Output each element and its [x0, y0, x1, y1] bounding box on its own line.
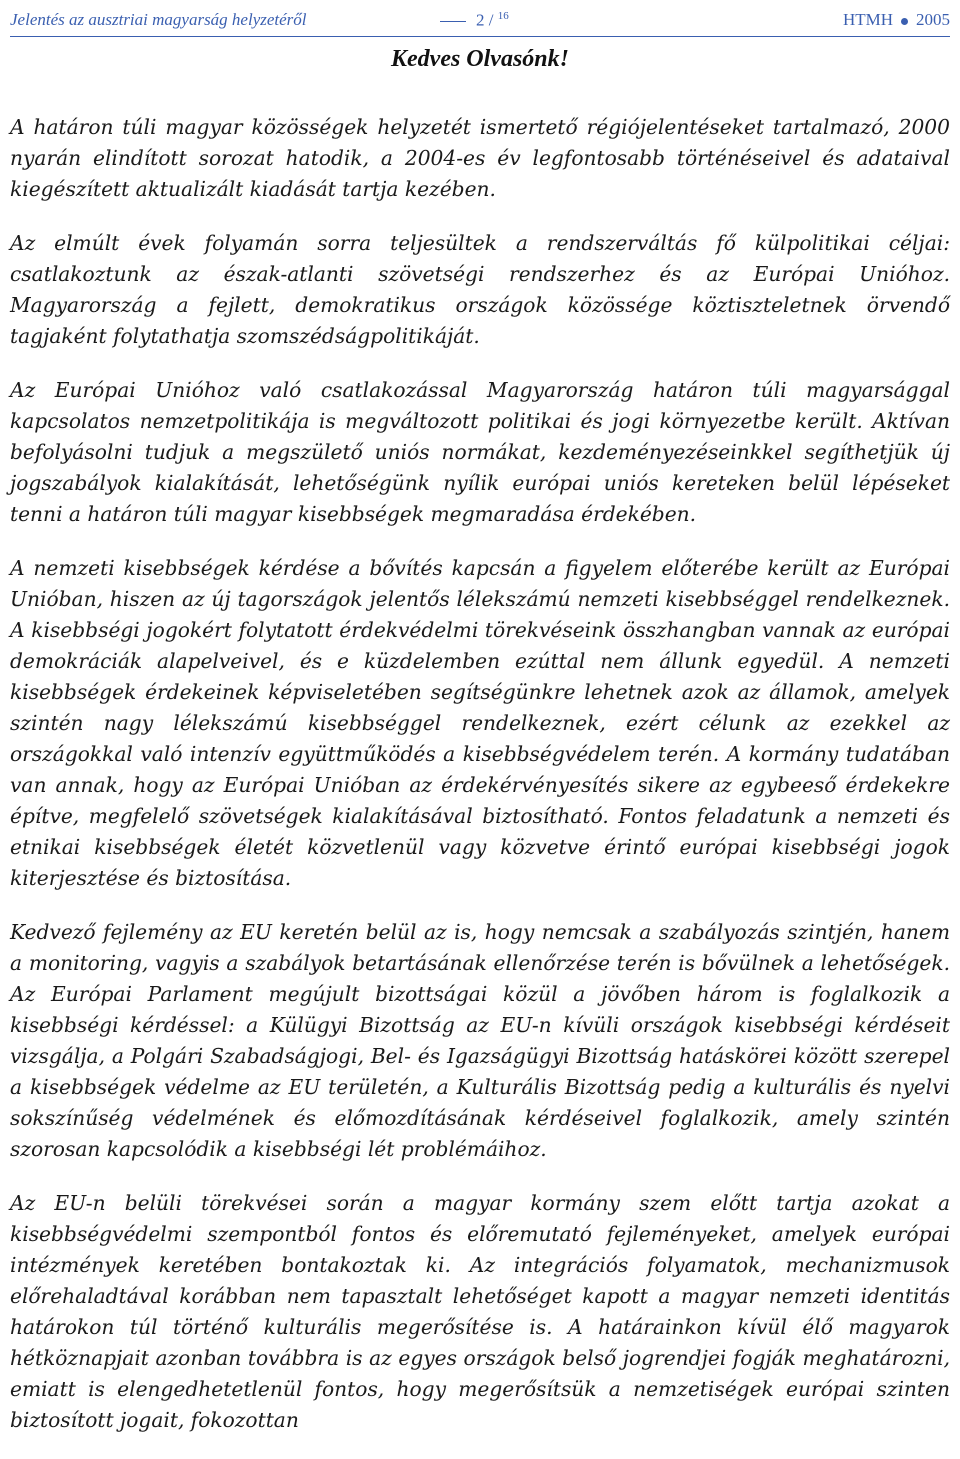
page-total: 16 — [497, 10, 509, 22]
page-title: Kedves Olvasónk! — [391, 46, 569, 72]
header-year: 2005 — [916, 10, 950, 29]
page-number — [440, 10, 509, 31]
org-name: HTMH — [842, 10, 893, 29]
header-org — [843, 10, 950, 30]
page-separator: / — [488, 10, 494, 30]
paragraph: Az EU-n belüli törekvései során a magyar kormány szem előtt tartja azokat a kisebbségvédelmi szempontból fontos és előremutató fejleményeket, amelyek európai intézmények keretében bontakoztak ki. Az integrációs folyamatok, mechanizmusok előrehaladtával korábban nem tapasztalt lehetőséget kapott a magyar nemzeti identitás határokon túl történő kulturális megerősítése is. A határainkon kívül élő magyarok hétköznapjait azonban továbbra is az egyes országok belső jogrendjei fogják meghatározni, emiatt is elengedhetetlenül fontos, hogy megerősítsük a nemzetiségek európai szinten biztosított jogait, fokozottan — [10, 1191, 950, 1432]
page-current: 2 — [476, 10, 485, 30]
paragraph: Az elmúlt évek folyamán sorra teljesültek a rendszerváltás fő külpolitikai céljai: csatlakoztunk az észak-atlanti szövetségi rendszerhez és az Európai Unióhoz. Magyarország a fejlett, demokratikus országok közössége köztiszteletnek örvendő tagjaként folytathatja szomszédságpolitikáját. — [10, 231, 950, 348]
page-number-dash — [440, 21, 466, 22]
document-body — [10, 112, 950, 1459]
paragraph: Kedvező fejlemény az EU keretén belül az is, hogy nemcsak a szabályozás szintjén, hanem a monitoring, vagyis a szabályok betartásának ellenőrzése terén is bővülnek a lehetőségek. Az Európai Parlament megújult bizottságai közül a jövőben három is foglalkozik a kisebbségi kérdéssel: a Külügyi Bizottság az EU-n kívüli országok kisebbségi kérdéseit vizsgálja, a Polgári Szabadságjogi, Bel- és Igazságügyi Bizottság hatáskörei között szerepel a kisebbségek védelme az EU területén, a Kulturális Bizottság pedig a kulturális és nyelvi sokszínűség védelmének és előmozdításának kérdéseivel foglalkozik, amely szintén szorosan kapcsolódik a kisebbségi lét problémáihoz. — [10, 920, 950, 1161]
paragraph: A nemzeti kisebbségek kérdése a bővítés kapcsán a figyelem előterébe került az Európai Unióban, hiszen az új tagországok jelentős lélekszámú nemzeti kisebbséggel rendelkeznek. A kisebbségi jogokért folytatott érdekvédelmi törekvéseink összhangban vannak az európai demokráciák alapelveivel, és e küzdelemben ezúttal nem állunk egyedül. A nemzeti kisebbségek érdekeinek képviseletében segítségünkre lehetnek azok az államok, amelyek szintén nagy lélekszámú kisebbséggel rendelkeznek, ezért célunk az ezekkel az országokkal való intenzív együttműködés a kisebbségvédelem terén. A kormány tudatában van annak, hogy az Európai Unióban az érdekérvényesítés sikere az egybeeső érdekekre építve, megfelelő szövetségek kialakításával biztosítható. Fontos feladatunk a nemzeti és etnikai kisebbségek életét közvetlenül vagy közvetve érintő európai kisebbségi jogok kiterjesztése és biztosítása. — [10, 556, 950, 890]
paragraph: Az Európai Unióhoz való csatlakozással Magyarország határon túli magyarsággal kapcsolatos nemzetpolitikája is megváltozott politikai és jogi környezetbe került. Aktívan befolyásolni tudjuk a megszülető uniós normákat, kezdeményezéseinkkel segíthetjük új jogszabályok kialakítását, lehetőségünk nyílik európai uniós kereteken belül lépéseket tenni a határon túli magyar kisebbségek megmaradása érdekében. — [10, 378, 950, 526]
document-title-header: Jelentés az ausztriai magyarság helyzetéről — [10, 10, 307, 29]
page-header — [10, 6, 950, 37]
paragraph: A határon túli magyar közösségek helyzetét ismertető régiójelentéseket tartalmazó, 2000 nyarán elindított sorozat hatodik, a 2004-es év legfontosabb történéseivel és adataival kiegészített aktualizált kiadását tartja kezében. — [10, 115, 950, 201]
bullet-dot-icon — [901, 18, 908, 25]
